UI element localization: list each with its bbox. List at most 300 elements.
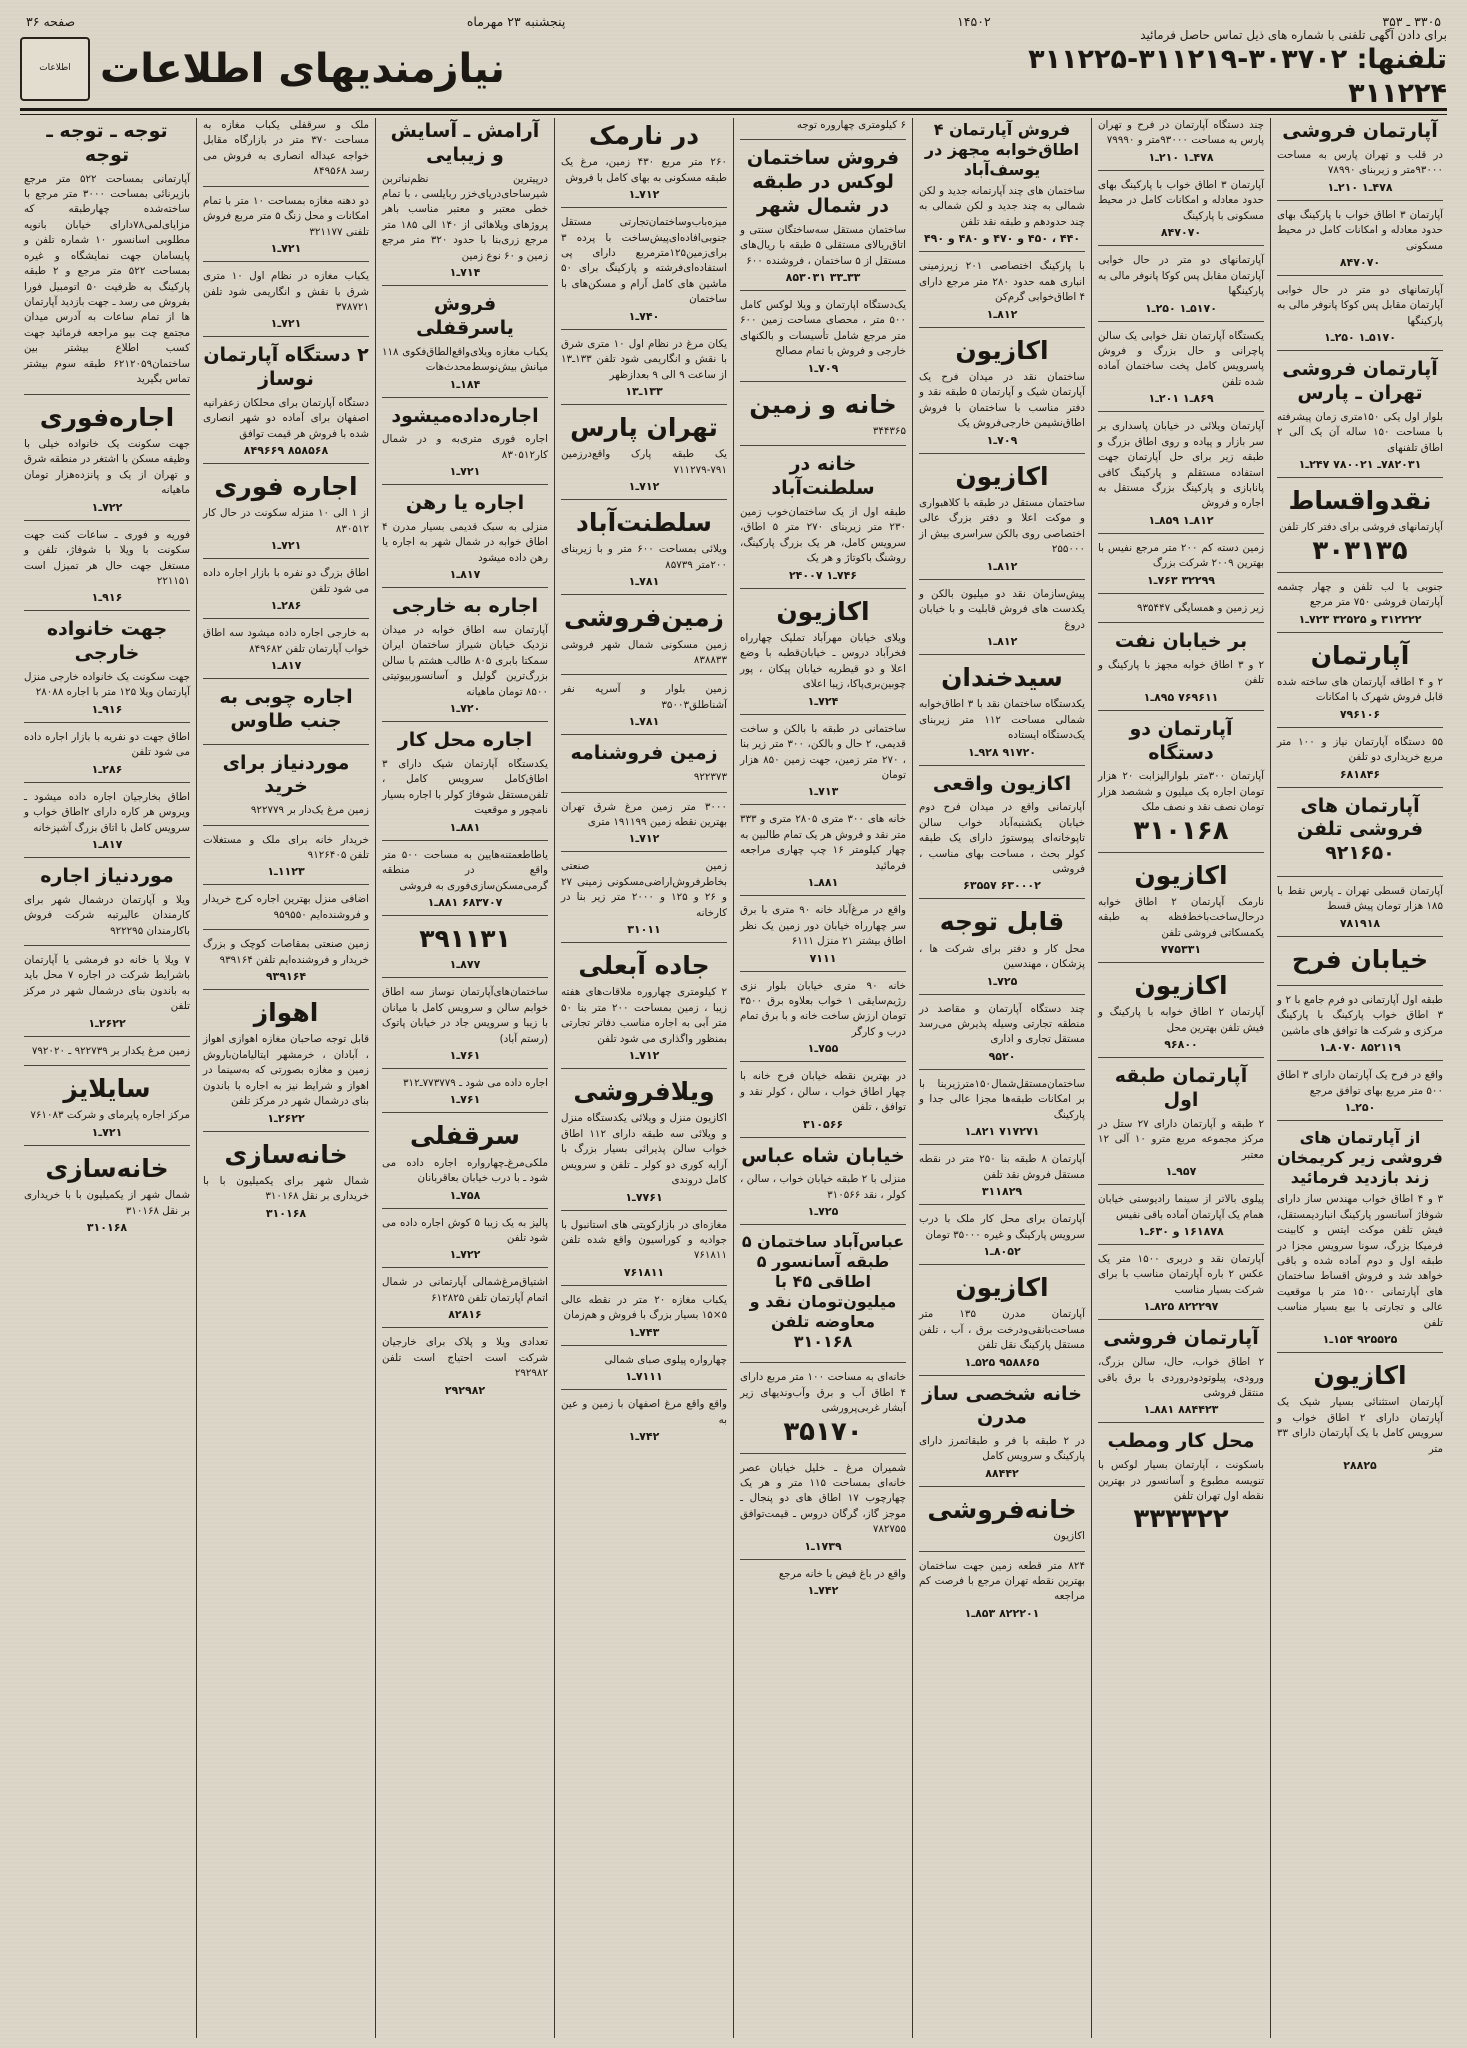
classified-ad (561, 215, 727, 330)
phone-note: برای دادن آگهی تلفنی با شماره های ذیل تماس حاصل فرمائید (1140, 27, 1447, 42)
ad-phone: ۷۲۲ـ۱ (449, 1248, 481, 1262)
classified-ad (203, 118, 369, 187)
classified-ad (24, 1153, 190, 1240)
classified-ad (1277, 580, 1443, 633)
classified-ad (382, 492, 548, 588)
classified-ad (740, 812, 906, 896)
ad-body: پیلوی بالاتر از سینما رادیوستی خیابان همام یک آپارتمان آماده باقی نفیس (1098, 1193, 1264, 1221)
ad-phone: ۳۰۳۱۳۵ (1312, 535, 1408, 566)
ad-phone: ۸۸۱ـ۱ (807, 876, 839, 890)
ad-phone: ۳۱۰۱۶۸ (86, 1221, 128, 1234)
ad-body: شمال شهر از یکمیلیون با با خریداری بر نقل ۳۱۰۱۶۸ (24, 1189, 190, 1217)
ad-headline: جاده آبعلی (578, 951, 710, 981)
classified-ad (1098, 1192, 1264, 1245)
ad-phone: ۸۴۷۰۷۰ (1160, 226, 1202, 240)
ad-phone: ۹۲۵۵۲۵ ۱۵۴ـ۱ (1322, 1333, 1398, 1347)
classified-ad (1277, 1128, 1443, 1353)
ad-body: جهت سکونت یک خانواده خیلی با وظیفه مسکن با اشتغر در منطقه شرق و تهران از یک و پانزده‌هزار تومان ماهیانه (24, 437, 190, 497)
col-7 (196, 118, 375, 2038)
classified-ad (561, 412, 727, 500)
ad-phone: ۹۱۶ـ۱ (91, 702, 123, 716)
ad-body: ۲ کیلومتری چهاروره ملاقات‌های هفته زیبا ، زمین بمساحت ۲۰۰ متر بنا ۵۰ متر آبی به اجاره مناسب دفاتر تجارتی بمنظور واگذاری می شود تلفن (561, 986, 727, 1045)
classified-ad (919, 461, 1085, 580)
ad-phone: ۳۱۲۲۲۲ و ۳۲۵۲۵ ۷۲۳ـ۱ (1298, 612, 1422, 626)
ad-body: به خارجی اجاره داده میشود سه اطاق خواب آپارتمان تلفن ۸۴۹۶۸۲ (203, 627, 369, 655)
ad-phone: ۷۱۲ـ۱ (628, 832, 660, 846)
ad-headline: خانه و زمین (749, 389, 897, 419)
publication-title: نیازمندیهای اطلاعات (100, 46, 505, 92)
ad-body: خانه های ۳۰۰ متری ۲۸۰۵ متری و ۳۳۳ متر نقد و فروش هر یک تمام طالبین به چهار کیلومتر ۱۶ چپ چهاری مراجعه فرمائید (740, 813, 907, 872)
ad-phone: ۳۱۰۱۶۸ (1133, 815, 1229, 846)
ad-phone: ۷۱۲ـ۱ (628, 1049, 660, 1063)
ad-headline: توجه ـ توجه ـ توجه (46, 120, 168, 166)
ad-phone: ۳۱۰۵۶۶ (802, 1117, 844, 1131)
ad-body: درپیترین نظم‌نباتربن شیر‌ساحای‌دریای‌خزر ربایلسی ، با تمام خطی معتبر و معتبر مناسب باهر پروژهای ویلاهائی از ۱۴۰ الی ۱۸۵ متر مرجع زری‌بنا با حدود ۳۲۰ متر مرجع زمین و ۶۰ نوع زمین (382, 172, 548, 262)
ad-phone: ۸۱۷ـ۱ (449, 568, 481, 582)
ad-phone: ۲۸۸۲۵ (1343, 1459, 1377, 1473)
ad-body: خانه ۹۰ متری خیابان بلوار نزی رژیم‌سایقی ۱ خواب بعلاوه برق ۳۵۰۰ تومان ارزش ساخت خانه و با برق تمام درب و کارگر (740, 979, 907, 1038)
ad-body: ویلائی بمساحت ۶۰۰ متر و با زیربنای ۲۰۰متر ۸۵۷۳۹ (561, 543, 727, 571)
ad-body: واقع در فرح یک آپارتمان دارای ۳ اطاق ۵۰۰ متر مربع بهای توافق مرجع (1277, 1069, 1443, 1097)
ad-body: آپارتمان مدرن ۱۳۵ متر مساحت‌بانقی‌ودرخت برق ، آب ، تلفن مستقل پارکینگ نقل تلفن (919, 1308, 1086, 1352)
ad-phone: ۷۲۲ـ۱ (91, 500, 123, 514)
ad-headline: سیدخندان (941, 662, 1063, 692)
ad-headline: خانه‌سازی (45, 1153, 169, 1183)
ad-phone: ۷۱۱۱ـ۱ (625, 1370, 663, 1384)
classified-ad (382, 405, 548, 486)
ad-body: ساختمان های چند آپارتمانه جدید و لکن شمالی به چند جدید و لکن شمالی به چند حدودهم و طبقه نقد تلفن (919, 185, 1085, 228)
ad-phone: ۶۸۳۷۰۷ ۸۸۱ـ۱ (427, 895, 503, 909)
classified-ad (740, 147, 906, 291)
ad-phone: ۸۵۲۱۱۹ ۸۰۷۰ـ۱ (1319, 1041, 1401, 1055)
classified-ad (382, 923, 548, 978)
ad-body: زمین مرغ یک‌دار بر ۹۲۲۷۷۹ (250, 804, 369, 817)
ad-body: زمین بلوار و آسرپه نفر آشنا‌طلق‌۳۵۰۰۳ (561, 683, 727, 711)
col-3 (912, 118, 1091, 2038)
ad-phone: ۱۸۴ـ۱ (449, 377, 481, 391)
ad-phone: ۸۰۵۲ـ۱ (983, 1244, 1021, 1258)
col-5 (554, 118, 733, 2038)
ad-headline: خانه در سلطنت‌آباد (771, 453, 875, 500)
ad-body: آپارتمان ۳ اطاق خواب با پارکینگ بهای حدود معادله و امکانات کامل در محیط مسکونی (1277, 208, 1443, 252)
ad-body: واقع در باغ فیض با خانه مرجع (778, 1567, 906, 1580)
ad-headline: اکازیون واقعی (932, 772, 1072, 795)
classified-ad (382, 120, 548, 286)
classified-ad (919, 1152, 1085, 1205)
classified-ad (1277, 735, 1443, 788)
ad-phone: ۷۱۲ـ۱ (628, 188, 660, 202)
ad-body: چهارواره پیلوی صبای شمالی (604, 1353, 727, 1366)
classified-ad (1098, 630, 1264, 711)
classified-ad (561, 602, 727, 675)
classified-ad (561, 507, 727, 595)
classified-ad (24, 730, 190, 783)
ad-phone: ۷۵۸ـ۱ (449, 1188, 481, 1202)
ad-headline: خیابان شاه عباس (741, 1144, 905, 1167)
ad-phone: ۸۱۷ـ۱ (270, 659, 302, 673)
ad-phone: ۳۱۰۱۱ (627, 923, 661, 937)
ad-body: ۸۲۴ متر قطعه زمین جهت ساختمان بهترین نقطه تهران مرجع با فرصت کم مراجعه (919, 1559, 1085, 1603)
ad-phone: ۸۸۴۴۲۳ ۸۸۱ـ۱ (1143, 1403, 1219, 1417)
ad-headline: خیابان فرح (1291, 944, 1429, 974)
ad-phone: ۷۹۶۱۰۶ (1339, 707, 1381, 721)
ad-headline: سلطنت‌آباد (576, 508, 712, 538)
ad-headline: آپارتمان فروشی (1103, 1327, 1259, 1350)
ad-body: ۲ و ۴ اطاقه آپارتمان های ساخته شده قابل فروش شهرک با امکانات (1277, 675, 1443, 704)
ad-phone: ۸۱۷ـ۱ (91, 837, 123, 851)
ad-phone: ۸۲۸۱۶ (448, 1308, 482, 1322)
ad-headline: زمین‌فروشی (564, 603, 724, 633)
ad-headline: آرامش ـ آسایش و زیبایی (390, 120, 540, 166)
classified-ad (740, 1461, 906, 1560)
classified-ad (561, 1353, 727, 1390)
ad-phone: ۸۱۲ـ۱ (986, 634, 1018, 648)
classified-ad (1277, 884, 1443, 937)
ad-headline: اهواز (253, 998, 319, 1028)
ad-headline: آپارتمان های فروشی تلفن ۹۲۱۶۵۰ (1296, 794, 1424, 865)
ad-phone: ۷۰۹ـ۱ (807, 361, 839, 375)
phone-numbers-line2: ۳۱۱۲۲۴ (1348, 77, 1447, 109)
masthead (20, 27, 1447, 109)
ad-body: یکباب مغازه ویلای‌واقع‌الطاق‌فکوی ۱۱۸ میانش بیش‌نوسط‌محدث‌هات (382, 345, 548, 374)
publication-logo-icon: اطلاعات (20, 37, 90, 101)
ad-phone: ۸۲۲۲۹۷ ۸۲۵ـ۱ (1143, 1300, 1219, 1314)
ad-phone: ۳۳۳۳۲۲ (1133, 1504, 1229, 1535)
classified-ad (1098, 860, 1264, 964)
classified-ad (24, 1044, 190, 1066)
ad-body: در قلب و تهران پارس به مساحت ۹۳۰۰۰متر و زیربنای ۷۸۹۹۰ (1277, 148, 1443, 177)
ad-headline: زمین فروشنامه (570, 742, 718, 765)
ad-phone: ۸۱۲ـ۱ (986, 559, 1018, 573)
phone-block (1028, 28, 1447, 111)
ad-phone: ۷۴۲ـ۱ (628, 1430, 660, 1444)
classified-ad (203, 833, 369, 886)
classified-ad (919, 1494, 1085, 1552)
classified-ad (1098, 718, 1264, 853)
ad-body: ملکی‌مرغ‌ـ‌چهارواره اجاره داده می شود ـ با درب خیابان بعاقربانان (382, 1156, 548, 1185)
ad-phone: ۸۱۲ـ۱ ۸۵۹ـ۱ (1148, 513, 1214, 527)
ad-body: یکباب مغازه ۲۰ متر در نقطه عالی ۵×۱۵ بسیار بزرگ با فروش و هم‌زمان (561, 1293, 728, 1322)
classified-ad (1277, 358, 1443, 478)
ad-headline: خانه شخصی ساز مدرن (922, 1382, 1082, 1429)
ad-body: آپارتمان قسطی تهران ـ پارس نقط با ۱۸۵ هزار تومان پیش قسط (1277, 884, 1443, 913)
ad-phone: ۳۱۱۸۲۹ (981, 1185, 1023, 1199)
ad-body: آپارتمان ۳۰۰متر بلوارالیزابت ۲۰ هزار تومان اجاره یک میلیون و ششصد هزار تومان نصف نقد و نصف ملک (1098, 770, 1265, 814)
classified-ad (382, 595, 548, 722)
ad-phone: ۱۱۲۳ـ۱ (267, 865, 305, 879)
classified-ad (1098, 118, 1264, 171)
ad-phone: ۷۲۱ـ۱ (270, 242, 302, 256)
ad-body: تعدادی ویلا و پلاک برای خارجیان شرکت است احتیاج است تلفن ۲۹۲۹۸۲ (382, 1336, 548, 1380)
ad-body: شمال شهر برای یکمیلیون با با خریداری بر نقل ۳۱۰۱۶۸ (203, 1174, 369, 1203)
ad-phone: ۳۲۲۹۹ ۷۶۳ـ۱ (1146, 573, 1216, 587)
ad-headline: اجاره یا رهن (405, 492, 525, 515)
ad-body: فوریه و فوری ـ ساعات کنت جهت سکونت با ویلا با شوفاژ، تلفن و مستغل جهت حال هر تمیزل است ۲۲۱۱۵۱ (24, 528, 190, 587)
ad-phone: ۹۵۲۰ (988, 1049, 1016, 1063)
ad-body: شمیران مرغ ـ خلیل خیابان عصر خانه‌ای بمساحت ۱۱۵ متر و هر یک چهارچوب ۱۷ اطاق های دو پنجال ـ موجز گاز، گرگان دروس ـ قیمت‌توافق ۷۸۲۷۵۵ (740, 1461, 906, 1536)
ad-phone: ۷۲۱ـ۱ (270, 317, 302, 331)
ad-body: آپارتمانهای دو متر در حال خوابی آپارتمان مقابل پس کوکا پانوفر مالی به پارکینگها (1277, 283, 1443, 327)
classified-ad (1277, 993, 1443, 1061)
ad-body: آپارتمانهای فروشی برای دفتر کار تلفن (1279, 521, 1443, 534)
ad-body: بلوار اول یکی ۱۵۰متری زمان پیشرفته با مساحت ۱۵۰ ساله آن یک آلی ۲ اطاق تلفنهای (1277, 410, 1444, 454)
ad-headline: اجاره محل کار (397, 729, 533, 752)
classified-ad (919, 906, 1085, 994)
ad-body: ۲۶۰ متر مربع ۴۳۰ زمین، مرغ یک طبقه مسکونی به بهای کامل با فروش (561, 156, 728, 184)
ad-body: ۲ و ۳ اطاق خوابه مجهز با پارکینگ و تلفن (1098, 658, 1264, 687)
ad-headline: خانه‌سازی (224, 1139, 348, 1169)
classified-ad (24, 120, 190, 395)
classified-ad (740, 453, 906, 588)
masthead-divider (20, 108, 1447, 115)
ad-phone: ۸۵۸۵۶۸ ۸۴۹۶۶۹ (243, 444, 329, 458)
classified-ad (382, 848, 548, 916)
classified-ad (919, 1002, 1085, 1070)
ad-phone: ۹۱۶ـ۱ (91, 591, 123, 605)
ad-headline: از آپارتمان های فروشی زیر کریمخان زند بازدید فرمائید (1277, 1128, 1443, 1188)
ad-body: زمین دسته کم ۲۰۰ متر مرجع نفیس با بهترین ۲۰۰۹ شرکت بزرگ (1098, 541, 1264, 570)
ad-phone: ۲۵۰ـ۱ (1344, 1101, 1376, 1115)
classified-ad (1277, 283, 1443, 351)
ad-body: واقع واقع مرغ اصفهان با زمین و عین به (561, 1398, 727, 1426)
ad-phone: ۷۱۳ـ۱ (807, 785, 839, 799)
ad-body: ساختمان مستقل سه‌ساختگان سنتی و اتاق‌ریالای مستقلی ۵ طبقه ‌با ریال‌های مستقل از ۵ ساختمان ، فروشنده ۶۰۰ (740, 223, 906, 267)
ad-body: آپارتمان نقد و دربری ۱۵۰۰ متر یک عکس ۲ باره آپارتمان مناسب با برای شرکت بسیار مناسب (1098, 1253, 1265, 1296)
ad-phone: ۷۲۴ـ۱ (807, 694, 839, 708)
ad-headline: آپارتمان فروشی تهران ـ پارس (1282, 358, 1438, 404)
ad-phone: ۹۶۸۰۰ (1164, 1038, 1198, 1052)
ad-body: واقع در مرغ‌آباد خانه ۹۰ متری با برق سر چهارراه خیابان دور زمین یک نظر اطاق بیشتر ۲۱ منزل ۶۱۱۱ (740, 904, 906, 948)
ad-body: مغازه‌ای در بازارکویتی های استانبول با جوادیه و کوراسیون واقع شده تلفن ۷۶۱۸۱۱ (561, 1218, 727, 1262)
classified-ad (1098, 601, 1264, 623)
classified-ad (24, 1073, 190, 1146)
ad-body: از ۱ الی ۱۰ منزله سکونت در حال کار ۸۳۰۵۱۲ (203, 507, 369, 535)
classified-ad (740, 389, 906, 447)
col-6 (375, 118, 554, 2038)
ad-phone: ۴۴۰ ، ۴۵۰ و ۴۷۰ و ۴۸۰ و ۴۹۰ (923, 232, 1081, 246)
ad-body: ۶ کیلومتری چهاروره توجه (796, 119, 906, 131)
ad-phone: ۷۲۵ـ۱ (807, 1205, 839, 1219)
ad-body: زمین مرغ یکدار بر ۹۲۲۷۳۹ ـ ۷۹۲۰۲۰ (31, 1044, 190, 1057)
ad-body: آپارتمان ۸ طبقه بنا ۲۵۰ متر در نقطه مستقل فروش نقد تلفن (919, 1153, 1085, 1181)
ad-body: باسکونت ، آپارتمان بسیار لوکس با تنویسه مطبوع و آسانسور در بهترین نقطه اول تهران تلفن (1098, 1459, 1264, 1502)
ad-body: چند دستگاه آپارتمان و مقاصد در منطقه تجارتی وسیله پذیرش می‌رسد مستقل تجاری و اداری (919, 1002, 1085, 1046)
ad-headline: سرقفلی (410, 1121, 520, 1151)
ad-phone: ۷۲۱ـ۱ (91, 1125, 123, 1139)
classified-ad (561, 1293, 727, 1346)
classified-ad (1098, 419, 1264, 534)
ad-headline: اکازیون (776, 596, 870, 626)
phone-numbers-line1 (1028, 43, 1447, 77)
classified-ad (919, 259, 1085, 327)
ad-headline: تهران پارس (570, 413, 718, 443)
publication-date: پنجشنبه ۲۳ مهرماه (466, 13, 566, 29)
ad-body: آپارتمانی واقع در میدان فرح دوم خیابان یکشنبه‌آباد خواب سالن تاپوخانه‌ای پیوستوژ دارای یک طبقه کولر بحث ، مساحت بهای مناسب ، فروشی (919, 801, 1085, 875)
classified-ad (561, 742, 727, 792)
ad-body: اطاق بخارجیان اجاره داده میشود ـ ویروس هر کاره دارای ۲اطاق خواب و سرویس کامل با اتاق بزرگ آشپزخانه (24, 790, 190, 834)
classified-columns (18, 118, 1449, 2038)
ad-body: ساختمان مستقل در طبقه با کلاهبواری و موکت اعلا و دفتر بزرگ عالی اختصاصی روی بالکن سراسری بیش از ۲۵۵۰۰۰ (919, 496, 1085, 556)
classified-ad (203, 752, 369, 826)
classified-ad (203, 269, 369, 337)
ad-headline: اجاره‌داده‌میشود (391, 404, 539, 427)
ad-phone: ۷۸۱ـ۱ (628, 575, 660, 589)
classified-ad (1098, 541, 1264, 594)
ad-phone: ۹۳۹۱۶۴ (265, 970, 307, 984)
ad-body: اضافی منزل بهترین اجاره کرج خریدار و فروشنده‌ایم ۹۵۹۵۵۰ (203, 893, 369, 921)
classified-ad (24, 953, 190, 1037)
page-number: صفحه ۳۶ (26, 13, 76, 29)
ad-body: اطاق بزرگ دو نفره با بازار اجاره داده می شود تلفن (203, 567, 369, 595)
ad-phone: ۸۱۲ـ۱ (986, 307, 1018, 321)
classified-ad (1098, 1327, 1264, 1423)
ad-phone: ۸۸۱ـ۱ (449, 820, 481, 834)
ad-body: ساختمان‌مستقل‌شمال‌۱۵۰متر‌زیربنا با بر امکانات طبقه‌ها مجزا عالی جدا و پارکینگ (919, 1077, 1085, 1121)
ad-phone: ۷۰۹ـ۱ (986, 433, 1018, 447)
classified-ad (1277, 1068, 1443, 1121)
ad-phone: ۶۸۱۸۴۶ (1339, 767, 1381, 781)
classified-ad (1277, 1360, 1443, 1478)
ad-phone: ۷۶۱۸۱۱ (623, 1265, 665, 1279)
ad-phone: ۷۸۱ـ۱ (628, 715, 660, 729)
ad-headline: آپارتمان (1310, 640, 1410, 670)
ad-phone: ۷۲۰ـ۱ (449, 702, 481, 716)
classified-ad (203, 997, 369, 1131)
ad-headline: اجاره به خارجی (391, 595, 539, 618)
col-4 (733, 118, 912, 2038)
ad-body: طبقه اول آپارتمانی دو فرم جامع با ۲ و ۳ اطاق خواب پارکینگ با پارکینگ مرکزی و شرکت ها توافق های ماشین (1277, 994, 1443, 1037)
ad-phone: ۷۴۳ـ۱ (628, 1325, 660, 1339)
ad-headline: اجاره چوبی به جنب طاوس (219, 686, 353, 732)
nameplate (20, 37, 505, 101)
ad-body: آپارتمان استثنائی بسیار شیک یک آپارتمان دارای ۲ اطاق خواب و سرویس کامل با یک آپارتمان دارای ۳۳ متر (1277, 1396, 1443, 1455)
ad-body: آپارتمان ۲ اطاق خوابه با پارکینگ و فیش تلفن بهترین محل (1098, 1006, 1264, 1034)
ad-body: ۳۰۰۰ متر زمین مرغ شرق تهران بهترین نقطه زمین ۱۹۱۱۹۹ متری (561, 800, 727, 828)
classified-ad (382, 1275, 548, 1328)
ad-phone: ۷۶۱ـ۱ (449, 1093, 481, 1107)
classified-ad (919, 587, 1085, 655)
ad-headline: بر خیابان نفت (1114, 630, 1248, 653)
classified-ad (1277, 485, 1443, 573)
ad-body: پالیز به یک زیبا ۵ کوش اجاره داده می شود تلفن (382, 1216, 548, 1244)
classified-ad (382, 985, 548, 1069)
ad-body: منزلی با ۲ طبقه خیابان خواب ، سالن ، کولر ، نقد ۳۱۰۵۶۶ (740, 1173, 906, 1201)
ad-body: پیش‌سازمان نقد دو میلیون بالکن و یکدست های فروش قابلیت و با خیابان دروغ (919, 587, 1085, 631)
col-2 (1091, 118, 1270, 2038)
classified-ad (1098, 329, 1264, 413)
ad-body: آپارتمان برای محل کار ملک با درب سرویس پارکینگ و غیره ۳۵۰۰۰ تومان (919, 1213, 1085, 1241)
ad-phone: ۳۱۰۱۶۸ (265, 1206, 307, 1220)
ad-body: ساختمانی در طبقه با بالکن و ساخت قدیمی، ۲ حال و بالکن، ۳۰۰ متر زیر بنا ، ۲۷۰ متر زمین، جهت زمین ۸۵۰ هزار تومان (740, 722, 906, 781)
ad-headline: اجاره‌فوری (39, 402, 175, 432)
ad-headline: ۲ دستگاه آپارتمان نوساز (203, 344, 369, 391)
ad-body: اکازیون منزل و ویلائی یکدستگاه منزل و ویلائی سه طبقه دارای ۱۱۲ اطاق خواب سالن پذیرائی بسیار بزرگ با آرایه کوری دو کولر ـ تلفن و سرویس کامل دروندی (561, 1112, 727, 1187)
classified-ad (203, 686, 369, 745)
ad-body: خانه‌ای به مساحت ۱۰۰ متر مربع دارای ۴ اطاق آب و برق وآب‌وندیهای زیر آبشار غربی‌پرورشی (740, 1371, 906, 1415)
classified-ad (919, 335, 1085, 454)
ad-body: ۵۵ دستگاه آپارتمان نیاز و ۱۰۰ متر مربع خریداری دو تلفن (1277, 735, 1443, 764)
classified-ad (561, 800, 727, 853)
classified-ad (561, 1076, 727, 1210)
ad-phone: ۱۷۳۹ـ۱ (804, 1539, 842, 1553)
ad-phone: ۴۷۸ـ۱ ۲۱۰ـ۱ (1327, 180, 1393, 194)
ad-body: مرکز اجاره پایرمای و شرکت ۷۶۱۰۸۳ (30, 1109, 190, 1122)
ad-body: در ۲ طبقه با فر و طبقاتمرز دارای پارکینگ و سرویس کامل (919, 1435, 1085, 1463)
ad-phone: ۷۱۲ـ۱ (628, 480, 660, 494)
issue-id: ۱۴۵۰۲ (957, 13, 991, 29)
col-1 (1270, 118, 1449, 2038)
ad-headline: نقدواقساط (1288, 486, 1432, 516)
ad-headline: فروش آپارتمان ۴ اطاق‌خوابه مجهز در یوسف‌آباد (924, 120, 1080, 179)
ad-phone: ۶۳۰۰۰۲ ۶۳۵۵۷ (963, 879, 1041, 893)
ad-body: خریدار خانه برای ملک و مستغلات تلفن ۹۱۲۶۴۰۵ (203, 833, 369, 861)
ad-phone: ۸۶۹ـ۱ ۲۰۱ـ۱ (1148, 392, 1214, 406)
ad-body: اشتیاق‌مرغ‌شمالی آپارتمانی در شمال اتمام آپارتمان تلفن ۶۱۲۸۲۵ (382, 1276, 548, 1304)
ad-phone: ۷۴۶ـ۱ ۲۴۰۰۷ (788, 568, 858, 582)
classified-ad (561, 1218, 727, 1286)
classified-ad (919, 1212, 1085, 1265)
classified-ad (24, 865, 190, 946)
ad-body: آپارتمان ویلائی در خیابان پاسداری بر سر بازار و پیاده و روی اطاق بزرگ و طبقه زیر برای حل آپارتمان جهت استفاده مستقلم و پارکینگ کافی پانابازی و پارکینگ بزرگ مستقل به اجاره و فروش (1098, 420, 1264, 510)
ad-body: زمین صنعتی بخاطر‌فروش‌اراضی‌مسکونی زمینی ۲۷ و ۲۶ و ۱۲۵ و ۲۰۰۰ متر زیر بنا در کارخانه (561, 860, 727, 919)
col-8 (18, 118, 196, 2038)
ad-body: یکدستگاه آپارتمان شیک دارای ۳ اطاق‌کامل سرویس کامل ، تلفن‌مستقل شوفاژ کولر با اجاره بسیار نامچور و موقعیت (382, 757, 548, 817)
ad-headline: موردنیاز برای خرید (222, 751, 350, 798)
classified-ad (382, 1216, 548, 1269)
ad-headline: فروش ساختمان لوکس در طبقه در شمال شهر (746, 147, 900, 217)
ad-phone: ۷۵۵ـ۱ (807, 1042, 839, 1056)
ad-phone: ۲۸۶ـ۱ (270, 599, 302, 613)
ad-headline: ویلافروشی (573, 1077, 715, 1107)
ad-phone: ۲۶۲۲ـ۱ (267, 1111, 305, 1125)
classified-ad (919, 1077, 1085, 1145)
ad-body: قابل توجه صاحبان مغازه اهوازی اهواز ، آبادان ، خرمشهر ایتالیامان‌باروش زمین و مغازه بصورتی که به‌سینما در اهواز و شرایط نیز به اجاره با باندون بنای درشمال شهر در مرکز تلفن (203, 1033, 369, 1108)
ad-phone: ۷۶۱ـ۱ (449, 1048, 481, 1062)
ad-headline: عباس‌آباد ساختمان ۵ طبقه آسانسور ۵ اطاقی ۴۵ با میلیون‌تومان نقد و معاوضه تلفن ۳۱۰۱۶۸ (741, 1232, 905, 1352)
ad-body: یکستگاه آپارتمان نقل خوابی یک سالن پاچرانی و حال بزرگ و فروش پاسرویس کامل پخت ساختمان آماده شده تلفن (1098, 329, 1264, 388)
ad-headline: قابل توجه (939, 907, 1065, 937)
classified-ad (740, 1567, 906, 1603)
ad-body: در بهترین نقطه خیابان فرح خانه با چهار اطاق خواب ، سالن ، کولر نقد و توافق ، تلفن (740, 1070, 906, 1114)
ad-headline: اکازیون (955, 461, 1049, 491)
ad-headline: اجاره فوری (214, 472, 358, 502)
classified-ad (561, 337, 727, 405)
ad-headline: اکازیون (1134, 971, 1228, 1001)
ad-body: ۲ اطاق خواب، حال، سالن بزرگ، ورودی، پیلوتو‌دو‌در‌ور‌دی با برق باقی منتقل فروشی (1098, 1356, 1264, 1399)
classified-ad (1277, 640, 1443, 728)
classified-ad (919, 1383, 1085, 1487)
ad-phone: ۴۷۸ـ۱ ۲۱۰ـ۱ (1148, 150, 1214, 164)
ad-headline: فروش یاسرقفلی (416, 293, 514, 339)
ad-body: اجاره داده می شود ـ ۷۷۳۷۷۹ـ۳۱۲ (403, 1076, 548, 1089)
classified-ad (1277, 795, 1443, 877)
classified-ad (919, 1272, 1085, 1376)
ad-phone: ۹۵۷ـ۱ (1165, 1165, 1197, 1179)
ad-body: زیر زمین و همسایگی ۹۳۵۴۴۷ (1136, 601, 1264, 614)
ad-phone: ۷۴۰ـ۱ (628, 309, 660, 323)
classified-ad (740, 1069, 906, 1137)
classified-ad (1277, 944, 1443, 986)
classified-ad (24, 402, 190, 521)
classified-ad (740, 1370, 906, 1453)
classified-ad (919, 773, 1085, 900)
classified-ad (24, 618, 190, 722)
ad-headline: ۳۹۱۱۳۱ (419, 923, 511, 953)
classified-ad (1098, 1252, 1264, 1320)
ad-headline: خانه‌فروشی (927, 1494, 1077, 1524)
ad-phone: ۳۳ـ۳۳ ۸۵۳۰۳۱ (785, 271, 861, 284)
ad-body: منزلی به سبک قدیمی بسیار مدرن ۴ اطاق خوابه در شمال شهر به اجاره یا رهن داده میشود (382, 520, 548, 564)
